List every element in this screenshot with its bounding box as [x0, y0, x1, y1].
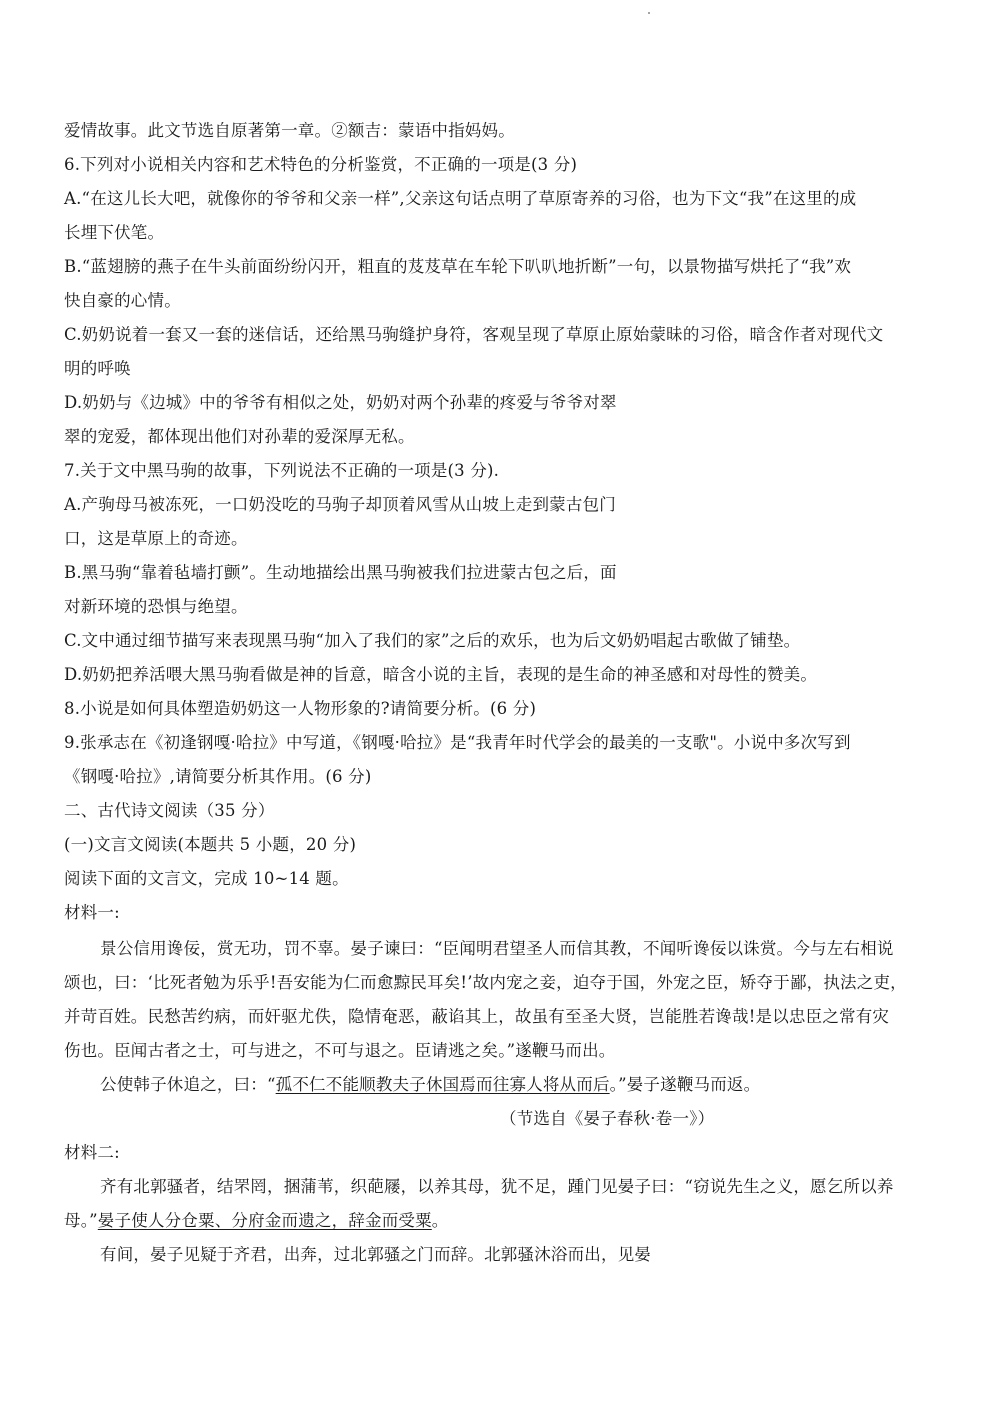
question-6: 6.下列对小说相关内容和艺术特色的分析鉴赏，不正确的一项是(3 分)	[64, 155, 578, 174]
material-2-text: 有间，晏子见疑于齐君，出奔，过北郭骚之门而辞。北郭骚沐浴而出，见晏	[100, 1245, 652, 1264]
text-span: 。	[431, 1211, 449, 1230]
material-1-text: 颂也，曰：‘比死者勉为乐乎!吾安能为仁而愈黥民耳矣!’故内宠之妾，迫夺于国，外宠之臣，矫夺于鄙，执法之吏，	[64, 973, 907, 992]
text-span: 母。”	[64, 1211, 98, 1230]
underlined-sentence: 晏子使人分仓粟、分府金而遗之，辞金而受粟	[97, 1211, 432, 1230]
option-7d: D.奶奶把养活喂大黑马驹看做是神的旨意，暗含小说的主旨，表现的是生命的神圣感和对母性的赞美。	[64, 665, 818, 684]
text-line: 对新环境的恐惧与绝望。	[64, 597, 248, 616]
question-7: 7.关于文中黑马驹的故事，下列说法不正确的一项是(3 分).	[64, 461, 500, 480]
material-1-label: 材料一:	[64, 903, 120, 922]
text-line: 明的呼唤	[64, 359, 131, 378]
text-line: 翠的宠爱，都体现出他们对孙辈的爱深厚无私。	[64, 427, 415, 446]
option-6b: B.“蓝翅膀的燕子在牛头前面纷纷闪开，粗直的芨芨草在车轮下叭叭地折断”一句，以景物描写烘托了“我”欢	[64, 257, 852, 276]
material-2-label: 材料二:	[64, 1143, 120, 1162]
underlined-sentence: 孤不仁不能顺教夫子休国焉而往寡人将从而后	[275, 1075, 610, 1094]
option-6a: A.“在这儿长大吧，就像你的爷爷和父亲一样”,父亲这句话点明了草原寄养的习俗，也为下文“我”在这里的成	[64, 189, 857, 208]
scan-speck	[648, 12, 650, 14]
option-7a: A.产驹母马被冻死，一口奶没吃的马驹子却顶着风雪从山坡上走到蒙古包门	[64, 495, 616, 514]
instruction: 阅读下面的文言文，完成 10~14 题。	[64, 869, 349, 888]
option-7c: C.文中通过细节描写来表现黑马驹“加入了我们的家”之后的欢乐，也为后文奶奶唱起古歌做了铺垫。	[64, 631, 801, 650]
text-line: 快自豪的心情。	[64, 291, 181, 310]
option-7b: B.黑马驹“靠着毡墙打颤”。生动地描绘出黑马驹被我们拉进蒙古包之后，面	[64, 563, 617, 582]
material-1-paragraph-2	[100, 1073, 924, 1097]
text-line: 口，这是草原上的奇迹。	[64, 529, 248, 548]
subsection-heading: (一)文言文阅读(本题共 5 小题，20 分)	[64, 835, 357, 854]
material-1-text: 伤也。臣闻古者之士，可与进之，不可与退之。臣请逃之矣。”遂鞭马而出。	[64, 1041, 616, 1060]
text-span: 。”晏子遂鞭马而返。	[609, 1075, 761, 1094]
material-1-text: 并苛百姓。民愁苦约病，而奸驱尤佚，隐情奄恶，蔽谄其上，故虽有至圣大贤，岂能胜若谗哉!是以忠臣之常有灾	[64, 1007, 890, 1026]
question-8: 8.小说是如何具体塑造奶奶这一人物形象的?请简要分析。(6 分)	[64, 699, 537, 718]
material-1-text: 景公信用谗佞，赏无功，罚不辜。晏子谏曰：“臣闻明君望圣人而信其教，不闻听谗佞以诛赏。今与左右相说	[100, 939, 894, 958]
text-line: 长埋下伏笔。	[64, 223, 165, 242]
text-line: 爱情故事。此文节选自原著第一章。②额吉：蒙语中指妈妈。	[64, 121, 515, 140]
material-2-text	[64, 1209, 924, 1233]
section-heading: 二、古代诗文阅读（35 分）	[64, 801, 275, 820]
source-citation: （节选自《晏子春秋·卷一》）	[500, 1109, 715, 1128]
text-span: 公使韩子休追之，曰：“	[100, 1075, 276, 1094]
text-line: 《钢嘎·哈拉》,请简要分析其作用。(6 分)	[64, 767, 372, 786]
option-6d: D.奶奶与《边城》中的爷爷有相似之处，奶奶对两个孙辈的疼爱与爷爷对翠	[64, 393, 617, 412]
option-6c: C.奶奶说着一套又一套的迷信话，还给黑马驹缝护身符，客观呈现了草原止原始蒙昧的习俗，暗含作者对现代文	[64, 325, 884, 344]
material-2-text: 齐有北郭骚者，结罘罔，捆蒲苇，织葩屦，以养其母，犹不足，踵门见晏子曰：“窃说先生之义，愿乞所以养	[100, 1177, 894, 1196]
question-9: 9.张承志在《初逢钢嘎·哈拉》中写道，《钢嘎·哈拉》是“我青年时代学会的最美的一支歌"。小说中多次写到	[64, 733, 851, 752]
